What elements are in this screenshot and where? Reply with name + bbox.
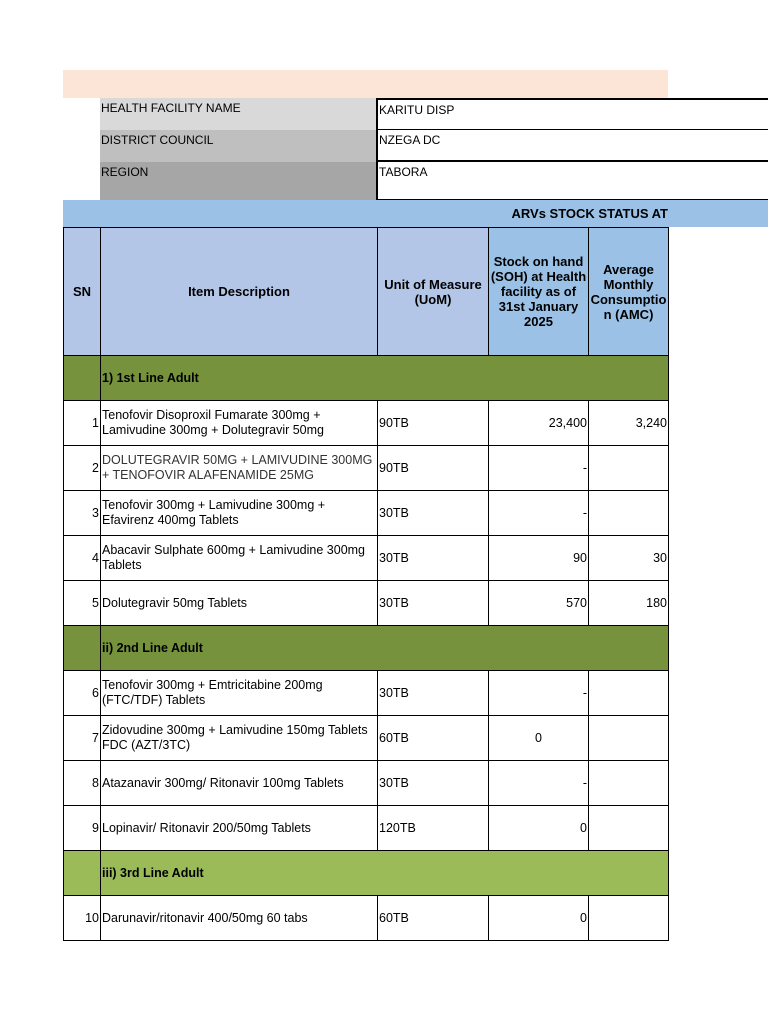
region-value[interactable]: TABORA bbox=[376, 162, 768, 201]
row-uom: 30TB bbox=[378, 491, 489, 536]
row-soh[interactable]: 0 bbox=[489, 896, 589, 941]
row-sn: 1 bbox=[64, 401, 101, 446]
title-band bbox=[63, 70, 668, 98]
row-sn: 8 bbox=[64, 761, 101, 806]
region-label: REGION bbox=[100, 162, 377, 200]
row-soh[interactable]: 0 bbox=[489, 716, 589, 761]
row-amc[interactable] bbox=[589, 716, 669, 761]
row-sn: 6 bbox=[64, 671, 101, 716]
row-uom: 60TB bbox=[378, 716, 489, 761]
row-uom: 90TB bbox=[378, 401, 489, 446]
district-label: DISTRICT COUNCIL bbox=[100, 130, 377, 162]
facility-name-value[interactable]: KARITU DISP bbox=[376, 98, 768, 130]
row-uom: 30TB bbox=[378, 536, 489, 581]
header-item-description: Item Description bbox=[101, 228, 378, 356]
table-row bbox=[64, 536, 669, 581]
row-amc[interactable] bbox=[589, 671, 669, 716]
section-title: ii) 2nd Line Adult bbox=[101, 626, 669, 671]
row-uom: 30TB bbox=[378, 671, 489, 716]
district-value[interactable]: NZEGA DC bbox=[376, 130, 768, 162]
row-soh[interactable]: 570 bbox=[489, 581, 589, 626]
table-row bbox=[64, 491, 669, 536]
table-header-row bbox=[64, 228, 669, 356]
row-description: Lopinavir/ Ritonavir 200/50mg Tablets bbox=[101, 806, 378, 851]
header-amc: Average Monthly Consumptio n (AMC) bbox=[589, 228, 669, 356]
table-row bbox=[64, 896, 669, 941]
header-uom: Unit of Measure (UoM) bbox=[378, 228, 489, 356]
arv-stock-table bbox=[63, 227, 669, 941]
row-soh[interactable]: - bbox=[489, 491, 589, 536]
row-description: Tenofovir 300mg + Emtricitabine 200mg (FTC/TDF) Tablets bbox=[101, 671, 378, 716]
row-sn: 3 bbox=[64, 491, 101, 536]
row-amc[interactable]: 180 bbox=[589, 581, 669, 626]
row-soh[interactable]: 0 bbox=[489, 806, 589, 851]
row-sn: 5 bbox=[64, 581, 101, 626]
row-sn: 2 bbox=[64, 446, 101, 491]
section-row bbox=[64, 356, 669, 401]
row-amc[interactable] bbox=[589, 491, 669, 536]
row-amc[interactable]: 3,240 bbox=[589, 401, 669, 446]
row-uom: 90TB bbox=[378, 446, 489, 491]
row-sn: 4 bbox=[64, 536, 101, 581]
row-description: Atazanavir 300mg/ Ritonavir 100mg Tablets bbox=[101, 761, 378, 806]
facility-name-label: HEALTH FACILITY NAME bbox=[100, 98, 377, 130]
table-row bbox=[64, 401, 669, 446]
row-description: Tenofovir 300mg + Lamivudine 300mg + Efavirenz 400mg Tablets bbox=[101, 491, 378, 536]
row-uom: 120TB bbox=[378, 806, 489, 851]
row-amc[interactable] bbox=[589, 761, 669, 806]
section-title: iii) 3rd Line Adult bbox=[101, 851, 669, 896]
table-row bbox=[64, 581, 669, 626]
row-description: Dolutegravir 50mg Tablets bbox=[101, 581, 378, 626]
section-title: 1) 1st Line Adult bbox=[101, 356, 669, 401]
row-amc[interactable] bbox=[589, 806, 669, 851]
table-row bbox=[64, 671, 669, 716]
row-description: DOLUTEGRAVIR 50MG + LAMIVUDINE 300MG + TENOFOVIR ALAFENAMIDE 25MG bbox=[101, 446, 378, 491]
row-uom: 30TB bbox=[378, 581, 489, 626]
table-row bbox=[64, 716, 669, 761]
header-soh: Stock on hand (SOH) at Health facility as of 31st January 2025 bbox=[489, 228, 589, 356]
row-sn: 9 bbox=[64, 806, 101, 851]
row-description: Darunavir/ritonavir 400/50mg 60 tabs bbox=[101, 896, 378, 941]
row-soh[interactable]: - bbox=[489, 671, 589, 716]
row-sn: 7 bbox=[64, 716, 101, 761]
section-row bbox=[64, 626, 669, 671]
row-description: Abacavir Sulphate 600mg + Lamivudine 300mg Tablets bbox=[101, 536, 378, 581]
row-description: Zidovudine 300mg + Lamivudine 150mg Tablets FDC (AZT/3TC) bbox=[101, 716, 378, 761]
header-sn: SN bbox=[64, 228, 101, 356]
report-banner-title: ARVs STOCK STATUS AT bbox=[511, 206, 668, 221]
table-row bbox=[64, 806, 669, 851]
row-soh[interactable]: - bbox=[489, 761, 589, 806]
row-uom: 30TB bbox=[378, 761, 489, 806]
row-sn: 10 bbox=[64, 896, 101, 941]
row-description: Tenofovir Disoproxil Fumarate 300mg + Lamivudine 300mg + Dolutegravir 50mg bbox=[101, 401, 378, 446]
row-soh[interactable]: 90 bbox=[489, 536, 589, 581]
row-amc[interactable]: 30 bbox=[589, 536, 669, 581]
row-amc[interactable] bbox=[589, 446, 669, 491]
row-soh[interactable]: 23,400 bbox=[489, 401, 589, 446]
table-row bbox=[64, 446, 669, 491]
section-row bbox=[64, 851, 669, 896]
table-row bbox=[64, 761, 669, 806]
row-soh[interactable]: - bbox=[489, 446, 589, 491]
row-amc[interactable] bbox=[589, 896, 669, 941]
row-uom: 60TB bbox=[378, 896, 489, 941]
